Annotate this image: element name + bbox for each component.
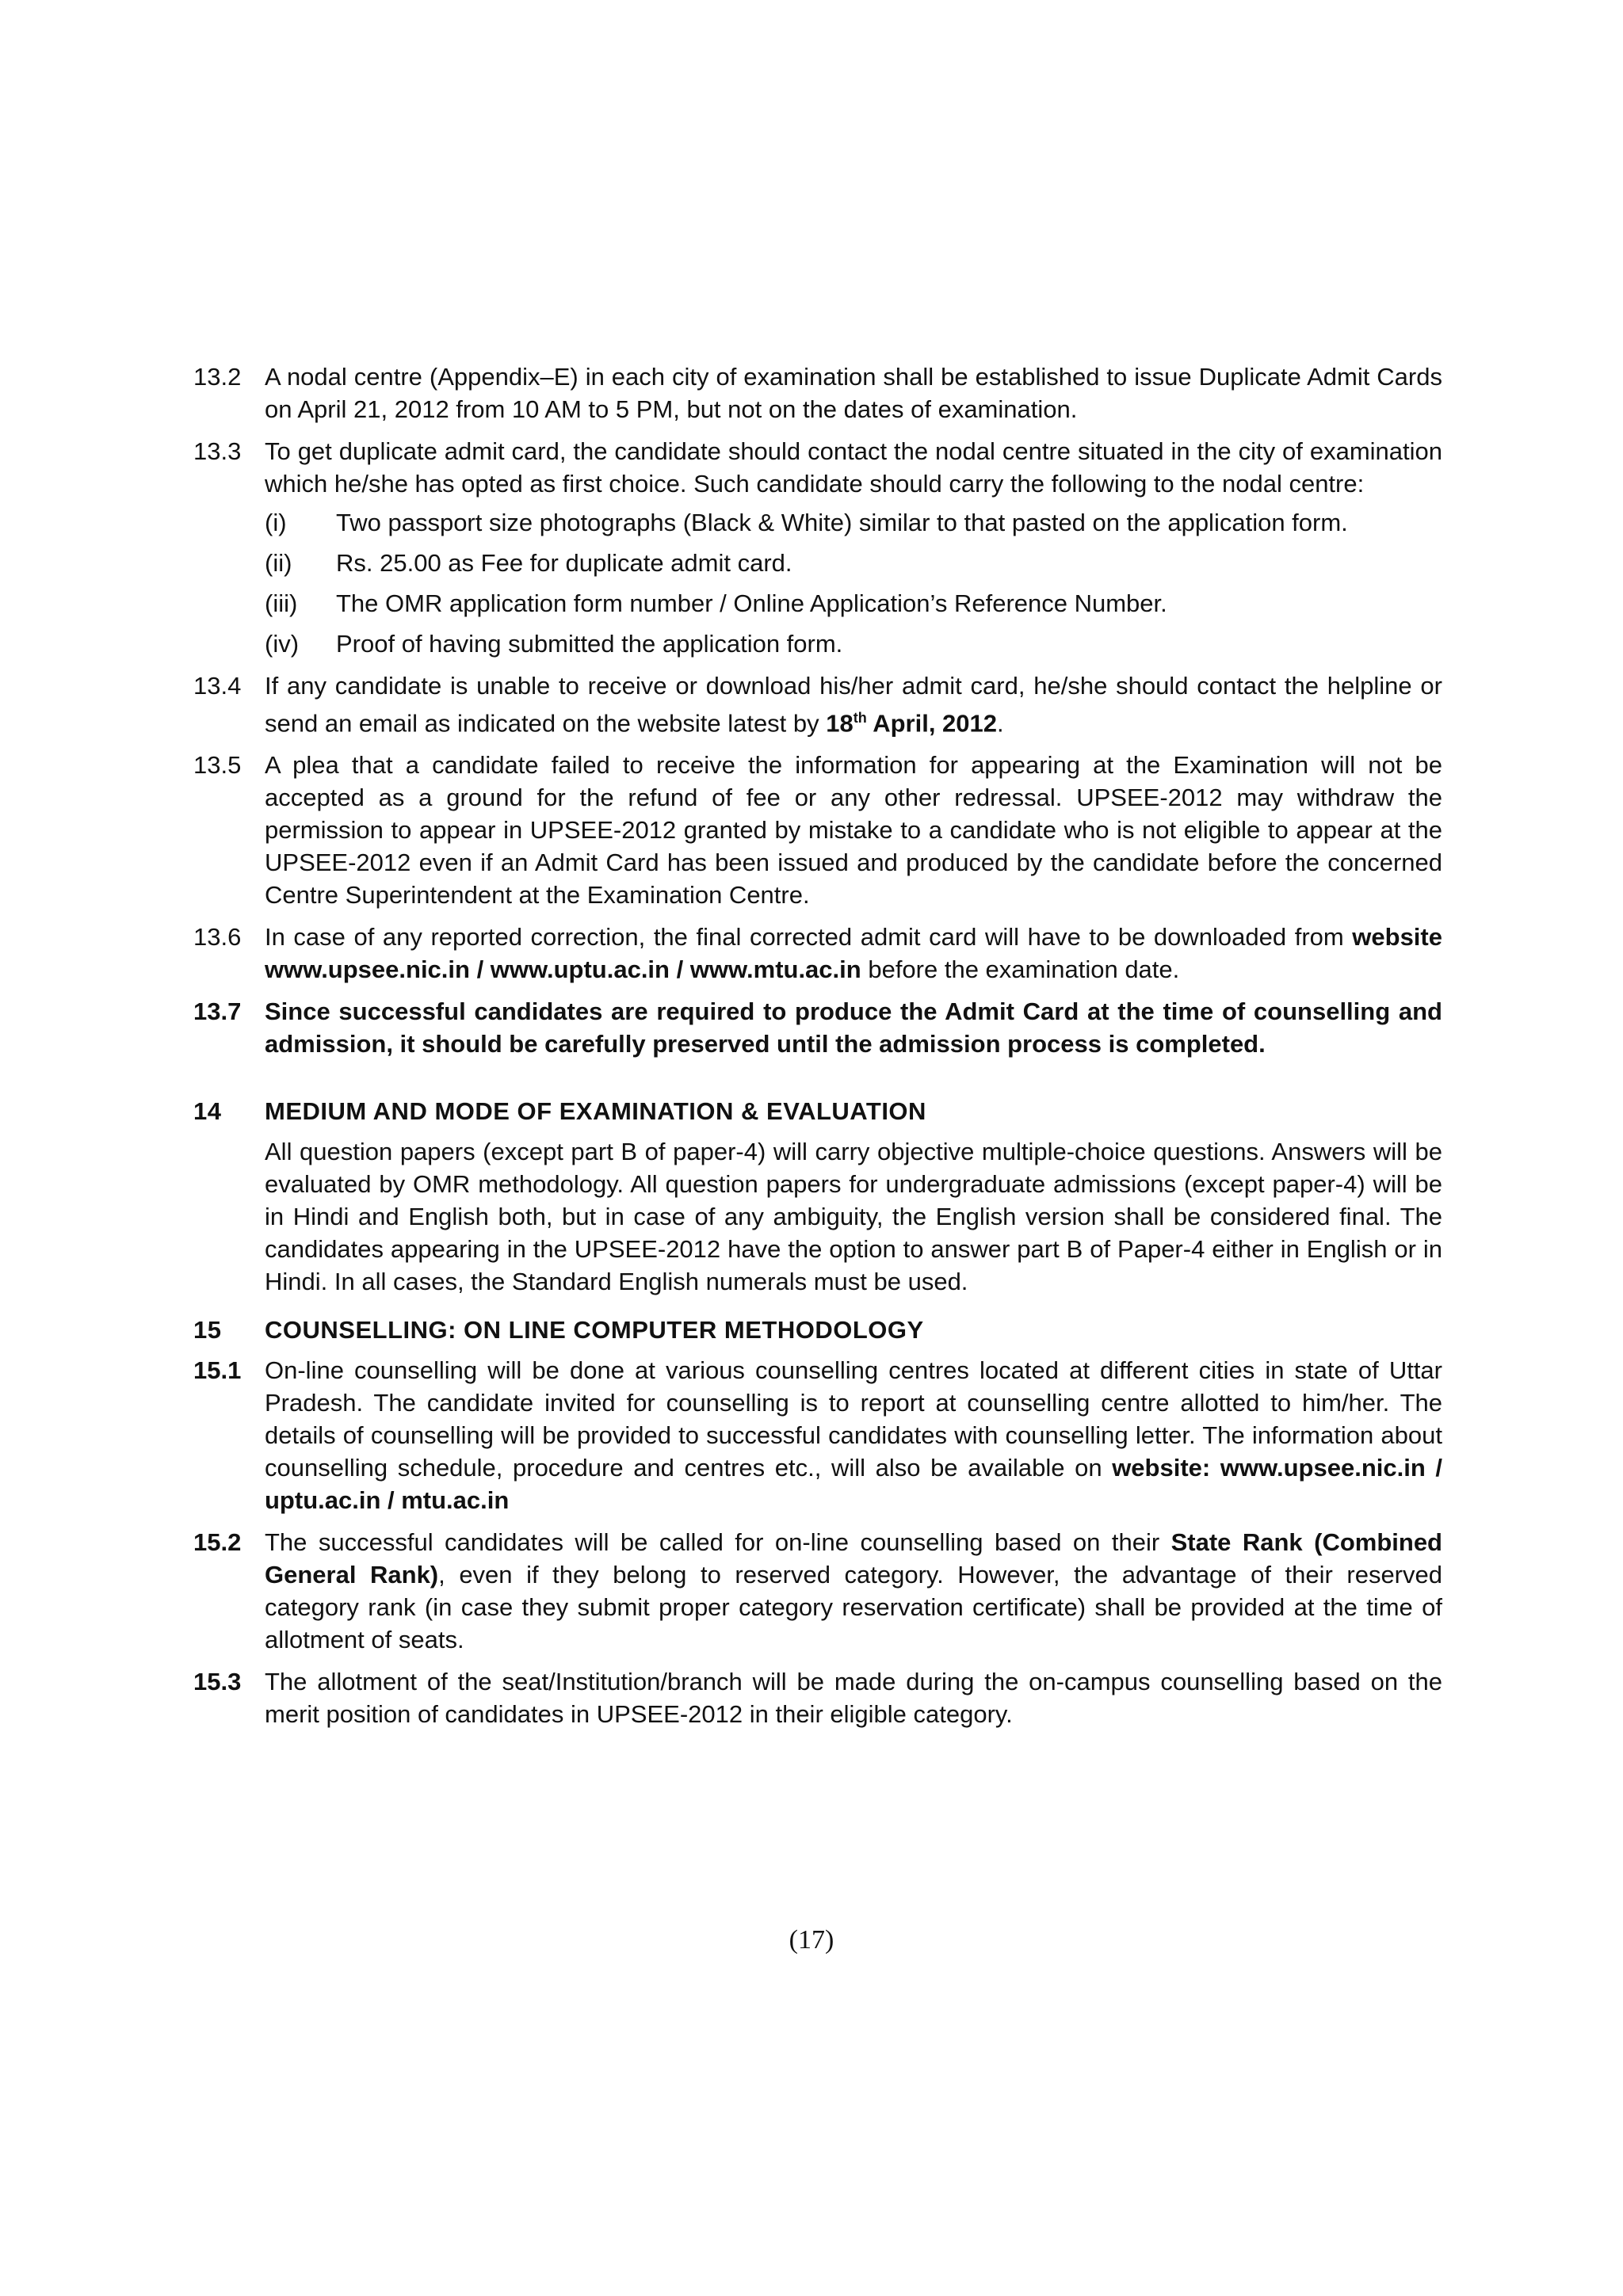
list-item	[193, 547, 1442, 579]
state-rank-term: State Rank (Combined General Rank)	[265, 1528, 1442, 1589]
deadline-suffix: th	[853, 710, 867, 726]
section-number: 14	[193, 1097, 222, 1126]
section-number: 13.5	[193, 751, 242, 780]
section-number: 13.2	[193, 363, 242, 391]
section-text: Since successful candidates are required to produce the Admit Card at the time of counselling and admission, it should be carefully preserved until the admission process is completed.	[265, 997, 1442, 1058]
section-text: If any candidate is unable to receive or download his/her admit card, he/she should contact the helpline or send an email as indicated on the website latest by	[265, 672, 1442, 738]
section-13-5	[193, 749, 1442, 911]
section-13-6	[193, 921, 1442, 986]
section-number: 13.7	[193, 997, 242, 1026]
section-text: In case of any reported correction, the final corrected admit card will have to be downloaded from	[265, 923, 1353, 952]
section-14-body	[193, 1135, 1442, 1298]
list-item-number: (iv)	[265, 630, 300, 658]
section-number: 15	[193, 1316, 222, 1344]
section-number: 13.6	[193, 923, 242, 952]
list-item-text: The OMR application form number / Online Application’s Reference Number.	[336, 589, 1167, 617]
section-13-4	[193, 669, 1442, 739]
page-content	[193, 360, 1442, 1740]
section-text: All question papers (except part B of paper-4) will carry objective multiple-choice questions. Answers will be evaluated by OMR methodology. All question papers for undergraduate admissions (except paper-4) will be in Hindi and English both, but in case of any ambiguity, the English version shall be considered final. The candidates appearing in the UPSEE-2012 have the option to answer part B of Paper-4 either in English or in Hindi. In all cases, the Standard English numerals must be used.	[265, 1138, 1442, 1296]
section-number: 15.1	[193, 1356, 242, 1385]
section-15-heading	[193, 1314, 1442, 1346]
section-title: COUNSELLING: ON LINE COMPUTER METHODOLOGY	[265, 1316, 924, 1344]
sentence-end: .	[997, 709, 1004, 738]
section-15-3	[193, 1665, 1442, 1730]
section-13-7	[193, 995, 1442, 1060]
section-text: The successful candidates will be called for on-line counselling based on their	[265, 1528, 1171, 1557]
section-text: On-line counselling will be done at various counselling centres located at different cities in state of Uttar Pradesh. The candidate invited for counselling is to report at counselling centre allotted to him/her. The details of counselling will be provided to successful candidates with counselling letter. The information about counselling schedule, procedure and centres etc., will also be available on	[265, 1356, 1442, 1482]
section-text-end: before the examination date.	[861, 955, 1180, 984]
website-links: website: www.upsee.nic.in / uptu.ac.in / mtu.ac.in	[265, 1454, 1442, 1515]
list-item-number: (i)	[265, 509, 287, 536]
section-number: 15.2	[193, 1528, 242, 1557]
section-number: 15.3	[193, 1668, 242, 1696]
website-links: website www.upsee.nic.in / www.uptu.ac.in / www.mtu.ac.in	[265, 923, 1442, 984]
section-15-1	[193, 1354, 1442, 1516]
section-text: A nodal centre (Appendix–E) in each city of examination shall be established to issue Duplicate Admit Cards on April 21, 2012 from 10 AM to 5 PM, but not on the dates of examination.	[265, 363, 1442, 423]
section-15-2	[193, 1526, 1442, 1656]
list-item-text: Rs. 25.00 as Fee for duplicate admit card.	[336, 549, 792, 577]
section-14-heading	[193, 1095, 1442, 1127]
list-item-number: (ii)	[265, 549, 292, 577]
page-number: (17)	[789, 1925, 834, 1955]
deadline-month-year: April, 2012	[866, 709, 998, 738]
list-item	[193, 587, 1442, 620]
section-number: 13.4	[193, 672, 242, 700]
section-13-3	[193, 435, 1442, 500]
list-item	[193, 506, 1442, 539]
section-title: MEDIUM AND MODE OF EXAMINATION & EVALUATION	[265, 1097, 926, 1126]
list-item-text: Proof of having submitted the application form.	[336, 630, 843, 658]
section-13-2	[193, 360, 1442, 425]
section-text: To get duplicate admit card, the candidate should contact the nodal centre situated in the city of examination which he/she has opted as first choice. Such candidate should carry the following to the nodal centre:	[265, 437, 1442, 498]
list-item-number: (iii)	[265, 589, 298, 617]
deadline-day: 18	[826, 709, 854, 738]
list-item	[193, 627, 1442, 660]
section-text-cont: , even if they belong to reserved category. However, the advantage of their reserved category rank (in case they submit proper category reservation certificate) shall be provided at the time of allotment of seats.	[265, 1561, 1442, 1654]
section-number: 13.3	[193, 437, 242, 465]
list-item-text: Two passport size photographs (Black & White) similar to that pasted on the application form.	[336, 509, 1348, 536]
section-text: A plea that a candidate failed to receive the information for appearing at the Examination will not be accepted as a ground for the refund of fee or any other redressal. UPSEE-2012 may withdraw the permission to appear in UPSEE-2012 granted by mistake to a candidate who is not eligible to appear at the UPSEE-2012 even if an Admit Card has been issued and produced by the candidate before the concerned Centre Superintendent at the Examination Centre.	[265, 751, 1442, 910]
section-text: The allotment of the seat/Institution/branch will be made during the on-campus counselling based on the merit position of candidates in UPSEE-2012 in their eligible category.	[265, 1668, 1442, 1729]
